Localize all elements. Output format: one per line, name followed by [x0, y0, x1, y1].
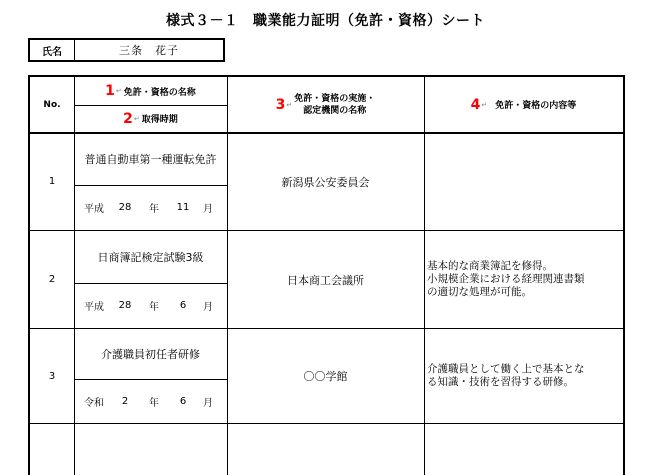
paragraph-mark-icon: ↵: [481, 100, 488, 109]
row-2-era: 平成: [84, 302, 104, 313]
row-1-qualification: 普通自動車第一種運転免許: [84, 153, 217, 166]
row-1-month-unit: 月: [203, 204, 213, 215]
name-box: [28, 38, 225, 62]
header-number-1: 1: [105, 83, 115, 99]
row-3-month: 6: [179, 395, 187, 407]
row-2-year-unit: 年: [149, 302, 159, 313]
header-institution-line1: 免許・資格の実施・: [294, 93, 376, 104]
row-3-era: 令和: [84, 397, 104, 409]
qualification-table: [28, 75, 625, 475]
row-1-month: 11: [176, 202, 190, 213]
row-1-era: 平成: [84, 204, 104, 215]
name-value: 三条 花子: [119, 44, 179, 57]
header-acquired-date: [74, 105, 227, 132]
header-institution-label: [294, 93, 375, 117]
row-3-year-unit: 年: [149, 397, 159, 409]
header-qualification-label: 免許・資格の名称: [123, 87, 196, 98]
row-3-month-unit: 月: [203, 397, 213, 409]
row-1-no: 1: [48, 176, 56, 187]
row-2-content: 基本的な商業簿記を修得。 小規模企業における経理関連書類 の適切な処理が可能。: [427, 260, 585, 298]
row-2-no: 2: [48, 274, 56, 285]
paragraph-mark-icon: ↵: [115, 87, 122, 95]
row-3-date: [74, 379, 227, 423]
row-1-institution: 新潟県公安委員会: [281, 175, 370, 189]
row-3-qualification: 介護職員初任者研修: [101, 348, 200, 361]
row-3-institution: 〇〇学館: [303, 370, 348, 383]
row-3-year: 2: [121, 395, 129, 407]
header-content-label: 免許・資格の内容等: [495, 101, 577, 111]
sheet-title: 様式３－１ 職業能力証明（免許・資格）シート: [166, 13, 485, 29]
header-content: [424, 77, 623, 132]
header-number-2: 2: [123, 110, 133, 127]
header-no: No.: [43, 99, 61, 110]
header-qualification-name: [74, 77, 227, 105]
row-2-institution: 日本商工会議所: [287, 273, 364, 287]
row-divider: [30, 423, 623, 424]
row-2-month: 6: [179, 300, 187, 311]
row-2-year: 28: [118, 300, 132, 311]
header-institution-line2: 認定機関の名称: [303, 105, 367, 116]
row-2-date: [74, 283, 227, 328]
row-1-date: [74, 185, 227, 230]
row-3-content: 介護職員として働く上で基本とな る知識・技術を習得する研修。: [427, 363, 585, 388]
paragraph-mark-icon: ↵: [286, 100, 293, 109]
header-institution: [227, 77, 424, 132]
row-1-year-unit: 年: [149, 204, 159, 215]
header-number-4: 4: [470, 96, 481, 113]
paragraph-mark-icon: ↵: [133, 114, 140, 123]
name-label: 氏名: [30, 40, 75, 60]
row-3-no: 3: [48, 370, 56, 382]
header-date-label: 取得時期: [141, 115, 178, 125]
row-2-qualification: 日商簿記検定試験3級: [97, 251, 204, 264]
row-2-month-unit: 月: [203, 302, 213, 313]
row-1-content: [424, 133, 623, 230]
header-number-3: 3: [275, 96, 286, 113]
row-1-year: 28: [118, 202, 132, 213]
